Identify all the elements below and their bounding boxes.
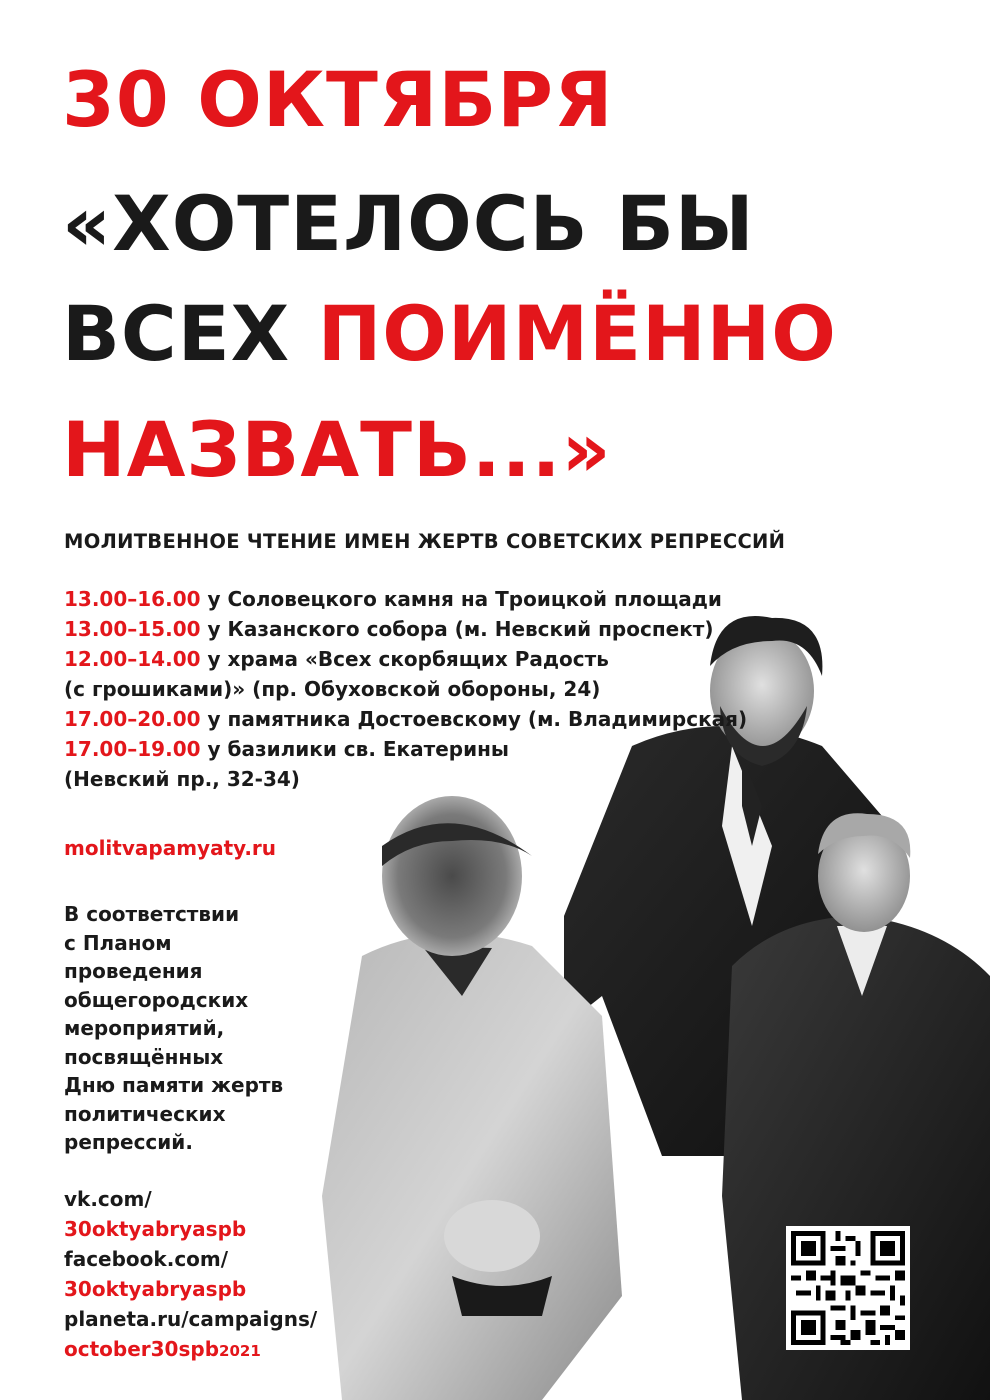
schedule-place: у Казанского собора (м. Невский проспект) <box>200 617 714 641</box>
planeta-handle-link[interactable] <box>64 1334 317 1366</box>
schedule-item <box>64 734 747 764</box>
heading-quote-line-3: НАЗВАТЬ...» <box>62 405 612 494</box>
schedule-place: (с грошиками)» (пр. Обуховской обороны, 24) <box>64 677 601 701</box>
heading-quote-line-2 <box>62 289 837 378</box>
note-line: мероприятий, <box>64 1016 225 1040</box>
heading-quote-line-1: «ХОТЕЛОСЬ БЫ <box>62 179 755 268</box>
schedule-item <box>64 584 747 614</box>
note-line: Дню памяти жертв <box>64 1073 284 1097</box>
note-line: посвящённых <box>64 1044 224 1069</box>
schedule-time: 12.00–14.00 <box>64 647 201 671</box>
official-note <box>64 900 283 1157</box>
planeta-link[interactable]: planeta.ru/campaigns/ <box>64 1307 318 1331</box>
schedule-item <box>64 644 747 674</box>
schedule-time: 17.00–20.00 <box>64 707 201 731</box>
schedule-time: 13.00–15.00 <box>64 617 201 641</box>
note-line: общегородских <box>64 987 249 1012</box>
planeta-year: 2021 <box>219 1342 261 1360</box>
schedule-item <box>64 764 747 794</box>
planeta-handle: october30spb <box>64 1337 220 1361</box>
facebook-link[interactable]: facebook.com/ <box>64 1247 229 1271</box>
vk-link[interactable]: vk.com/ <box>64 1187 152 1211</box>
schedule-item <box>64 674 747 704</box>
vk-handle-link[interactable]: 30oktyabryaspb <box>64 1217 247 1241</box>
schedule-item <box>64 704 747 734</box>
schedule-place: у памятника Достоевскому (м. Владимирская) <box>200 707 748 731</box>
schedule-place: (Невский пр., 32-34) <box>64 767 300 791</box>
schedule-item <box>64 614 747 644</box>
schedule-time: 13.00–16.00 <box>64 587 201 611</box>
note-line: с Планом <box>64 930 172 955</box>
note-line: В соответствии <box>64 902 240 926</box>
subtitle: МОЛИТВЕННОЕ ЧТЕНИЕ ИМЕН ЖЕРТВ СОВЕТСКИХ РЕПРЕССИЙ <box>64 530 786 553</box>
social-links <box>64 1184 317 1366</box>
schedule-list <box>64 584 747 794</box>
note-line: репрессий. <box>64 1130 193 1154</box>
facebook-handle-link[interactable]: 30oktyabryaspb <box>64 1277 247 1301</box>
heading-word-vseh: ВСЕХ <box>62 289 291 378</box>
qr-code[interactable] <box>786 1226 910 1350</box>
note-line: политических <box>64 1101 226 1126</box>
heading-word-poimenno: ПОИМЁННО <box>317 289 837 378</box>
schedule-place: у базилики св. Екатерины <box>200 737 509 761</box>
schedule-place: у Соловецкого камня на Троицкой площади <box>200 587 722 611</box>
heading-date: 30 ОКТЯБРЯ <box>62 55 614 144</box>
schedule-place: у храма «Всех скорбящих Радость <box>200 647 609 671</box>
website-link[interactable]: molitvapamyaty.ru <box>64 836 277 860</box>
schedule-time: 17.00–19.00 <box>64 737 201 761</box>
note-line: проведения <box>64 959 203 983</box>
